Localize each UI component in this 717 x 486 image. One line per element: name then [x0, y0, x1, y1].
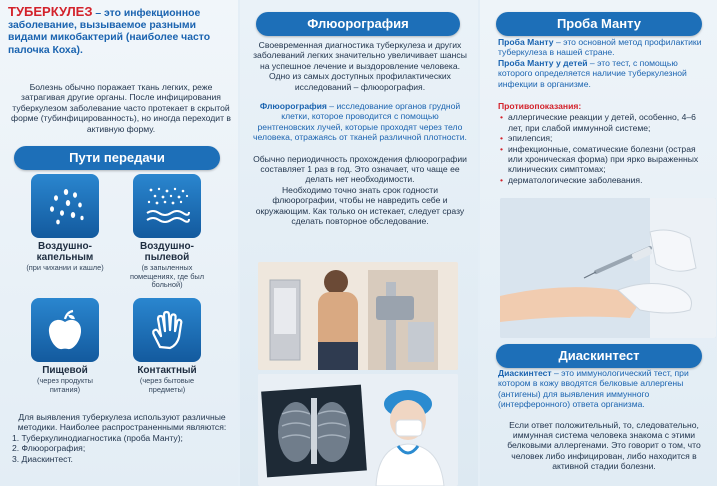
- contraindications-title: Противопоказания:: [498, 101, 582, 111]
- contraindication-item: • инфекционные, соматические болезни (острая или хроническая форма) при ярко выраженных клинических симптомах;: [498, 144, 710, 175]
- method-item: 1. Туберкулинодиагностика (проба Манту);: [12, 432, 183, 443]
- contraindication-item: • дерматологические заболевания.: [498, 175, 710, 185]
- droplets-icon: [31, 174, 99, 238]
- methods-intro: Для выявления туберкулеза используют различные методики. Наиболее распространенными являются:: [17, 412, 227, 433]
- route-title: Пищевой: [42, 365, 88, 376]
- panel-tuberculosis: [0, 0, 238, 486]
- fluorography-p2: Флюорография – исследование органов грудной клетки, которое проводится с помощью рентгеновских лучей, которые проходят через тело человека, отражаясь от тканей различной плотности.: [253, 101, 467, 143]
- tuberculosis-definition-text: – это инфекционное заболевание, вызываемое разными видами микобактерий (наиболее часто палочка Коха).: [8, 8, 211, 56]
- contraindication-item: • аллергические реакции у детей, особенно, 4–6 лет, при слабой иммунной системе;: [498, 112, 710, 133]
- fluorography-p4: Необходимо точно знать срок годности флюорографии, чтобы не навредить себе и окружающим. Как только он истекает, следует сразу сделать повторное обследование.: [255, 184, 465, 227]
- xray-room-photo: [258, 262, 458, 370]
- fluorography-p1: Своевременная диагностика туберкулеза и других заболеваний легких значительно увеличивает шансы на успешное лечение и выздоровление человека. Одно из самых доступных профилактических исследований – флюорография.: [253, 40, 467, 92]
- diaskintest-p1: Диаскинтест – это иммунологический тест, при котором в кожу вводятся белковые аллергены (антигены) для выявления иммунного (интерферонного) ответа организма.: [498, 368, 689, 410]
- mantoux-p1: Проба Манту – это основной метод профилактики туберкулеза в нашей стране.: [498, 37, 702, 58]
- method-item: 3. Диаскинтест.: [12, 453, 73, 464]
- apple-icon: [31, 298, 99, 362]
- route-airborne-droplet: [24, 174, 106, 273]
- route-note: (через продукты питания): [36, 376, 93, 394]
- panel-fluorography: [240, 0, 478, 486]
- hand-icon: [133, 298, 201, 362]
- routes-banner: Пути передачи: [14, 146, 220, 170]
- fluorography-p3: Обычно периодичность прохождения флюорографии составляет 1 раз в год. Это означает, что чаще ее делать нет необходимости.: [253, 153, 467, 185]
- panel-mantoux: [480, 0, 717, 486]
- route-note: (в запыленных помещениях, где был больной): [129, 263, 205, 290]
- diaskintest-text: [498, 368, 710, 472]
- xray-doctor-photo: [258, 374, 458, 486]
- route-airborne-dust: [126, 174, 208, 290]
- methods-block: [12, 412, 232, 464]
- contraindication-item: • эпилепсия;: [498, 133, 710, 143]
- dust-icon: [133, 174, 201, 238]
- route-food: [24, 298, 106, 394]
- route-title: Контактный: [137, 365, 197, 376]
- mantoux-banner: Проба Манту: [496, 12, 702, 36]
- contraindications: [498, 101, 710, 185]
- route-title: Воздушно-капельным: [36, 241, 94, 263]
- diaskintest-p2: Если ответ положительный, то, следовательно, иммунная система человека знакома с этими белковыми аллергенами. Это говорит о том, что человек либо инфицирован, либо находится в активной стадии болезни.: [507, 419, 701, 472]
- tuberculosis-intro: [10, 82, 232, 134]
- route-note: (через бытовые предметы): [139, 376, 195, 394]
- route-title: Воздушно-пылевой: [139, 241, 194, 263]
- diaskintest-banner: Диаскинтест: [496, 344, 702, 368]
- mantoux-text: [498, 37, 710, 89]
- fluorography-text: [252, 40, 468, 227]
- tuberculosis-title: ТУБЕРКУЛЕЗ: [8, 4, 93, 19]
- method-item: 2. Флюорография;: [12, 443, 86, 454]
- injection-photo: [500, 198, 716, 338]
- intro-text: Болезнь обычно поражает ткань легких, реже затрагивая другие органы. После инфицирования туберкулезом заболевание часто протекает в скрытой форме (тубинфицированность), но иногда переходит в активную форму.: [11, 82, 231, 134]
- fluorography-banner: Флюорография: [256, 12, 460, 36]
- mantoux-p2: Проба Манту у детей – это тест, с помощью которого определяется наличие туберкулезной инфекции в организме.: [498, 57, 687, 89]
- route-contact: [126, 298, 208, 394]
- tuberculosis-definition: [8, 6, 234, 57]
- route-note: (при чихании и кашле): [26, 263, 104, 272]
